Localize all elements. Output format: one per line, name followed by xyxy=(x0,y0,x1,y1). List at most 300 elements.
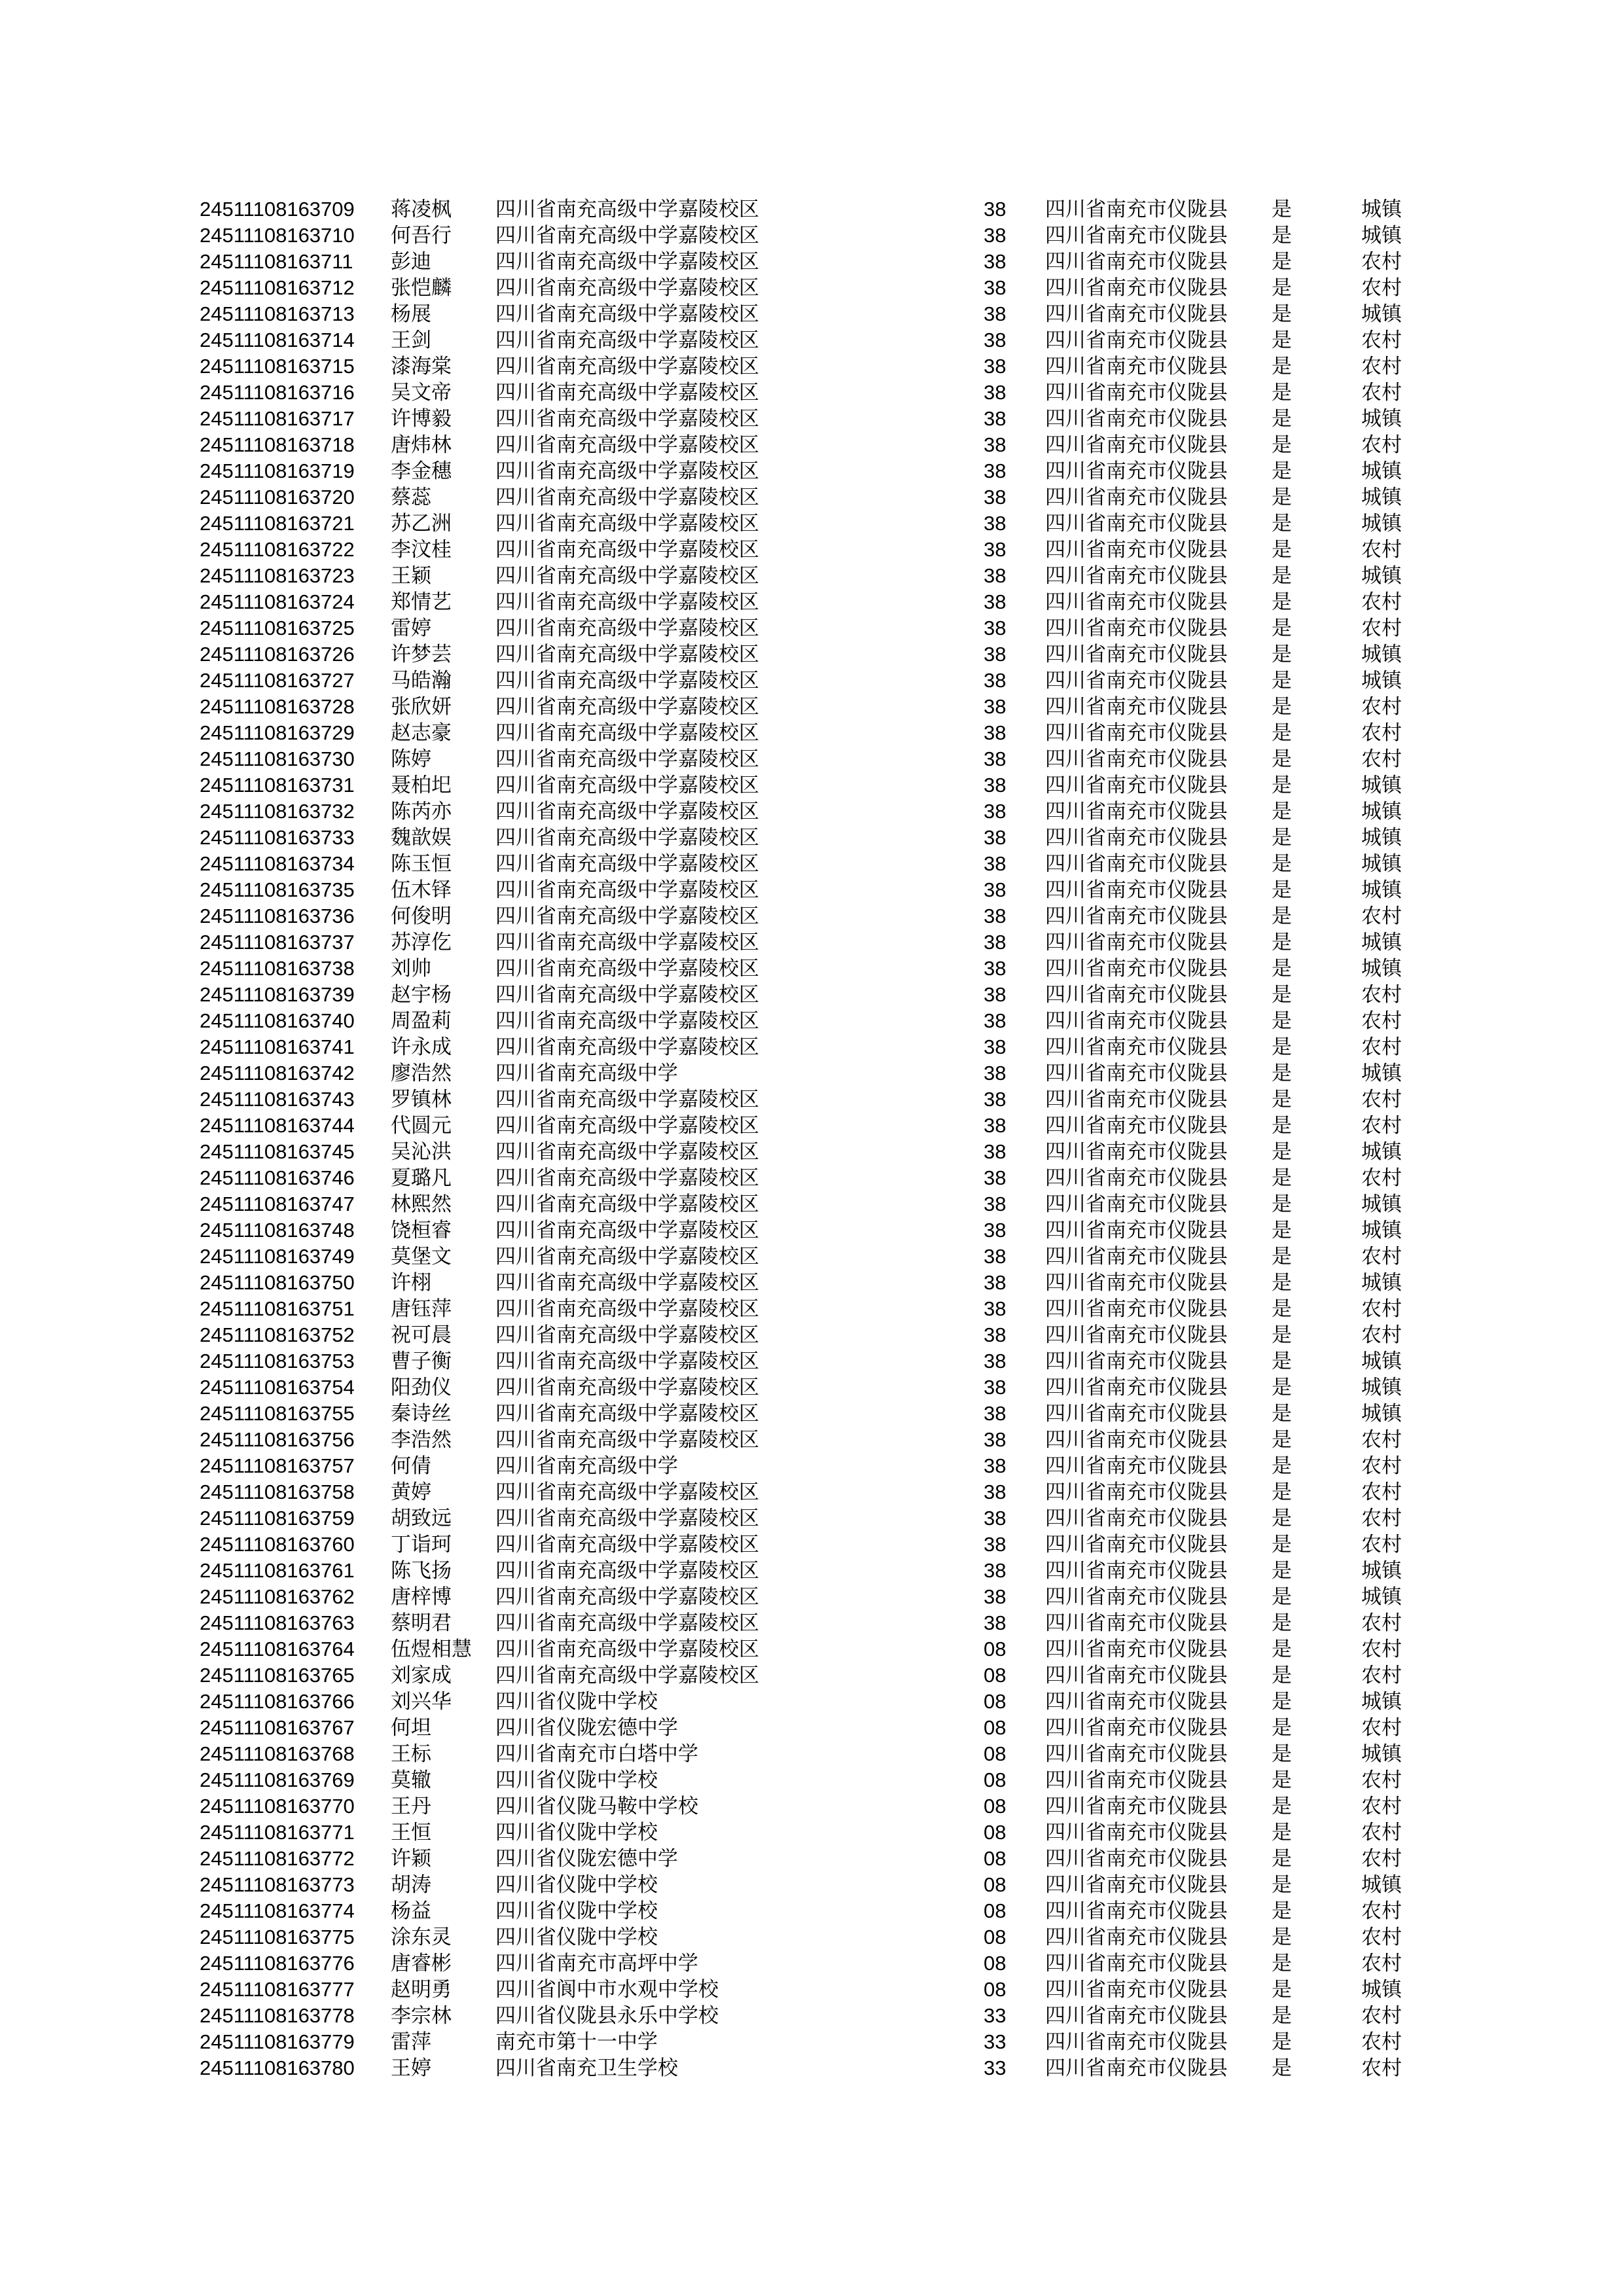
household-address: 四川省南充市仪陇县 xyxy=(1045,1559,1228,1583)
household-address: 四川省南充市仪陇县 xyxy=(1045,1062,1228,1085)
category-code: 38 xyxy=(984,1271,1007,1294)
eligibility-flag: 是 xyxy=(1272,695,1292,719)
table-row xyxy=(0,903,1623,929)
exam-number: 24511108163730 xyxy=(200,747,355,770)
student-name: 许博毅 xyxy=(391,407,452,431)
eligibility-flag: 是 xyxy=(1272,2056,1292,2080)
residence-type: 城镇 xyxy=(1361,1585,1402,1609)
residence-type: 农村 xyxy=(1361,590,1402,614)
household-address: 四川省南充市仪陇县 xyxy=(1045,1795,1228,1818)
table-row xyxy=(0,1767,1623,1793)
table-row xyxy=(0,589,1623,615)
exam-number: 24511108163756 xyxy=(200,1428,355,1451)
eligibility-flag: 是 xyxy=(1272,1507,1292,1530)
student-name: 莫堡文 xyxy=(391,1245,452,1268)
table-row xyxy=(0,511,1623,537)
household-address: 四川省南充市仪陇县 xyxy=(1045,931,1228,954)
category-code: 38 xyxy=(984,800,1007,823)
eligibility-flag: 是 xyxy=(1272,931,1292,954)
table-row xyxy=(0,1086,1623,1113)
household-address: 四川省南充市仪陇县 xyxy=(1045,1690,1228,1713)
table-row xyxy=(0,1060,1623,1086)
student-name: 王颖 xyxy=(391,564,431,588)
residence-type: 城镇 xyxy=(1361,1559,1402,1583)
student-name: 夏璐凡 xyxy=(391,1166,452,1190)
exam-number: 24511108163733 xyxy=(200,826,355,849)
household-address: 四川省南充市仪陇县 xyxy=(1045,538,1228,562)
eligibility-flag: 是 xyxy=(1272,1271,1292,1295)
household-address: 四川省南充市仪陇县 xyxy=(1045,905,1228,928)
exam-number: 24511108163767 xyxy=(200,1716,355,1739)
residence-type: 农村 xyxy=(1361,355,1402,378)
household-address: 四川省南充市仪陇县 xyxy=(1045,2004,1228,2028)
student-name: 陈玉恒 xyxy=(391,852,452,876)
table-row xyxy=(0,327,1623,353)
household-address: 四川省南充市仪陇县 xyxy=(1045,826,1228,850)
school-name: 四川省仪陇中学校 xyxy=(495,1926,658,1949)
household-address: 四川省南充市仪陇县 xyxy=(1045,983,1228,1007)
eligibility-flag: 是 xyxy=(1272,486,1292,509)
residence-type: 农村 xyxy=(1361,1035,1402,1059)
category-code: 38 xyxy=(984,957,1007,980)
student-name: 代圆元 xyxy=(391,1114,452,1138)
household-address: 四川省南充市仪陇县 xyxy=(1045,276,1228,300)
eligibility-flag: 是 xyxy=(1272,1533,1292,1556)
table-row xyxy=(0,275,1623,301)
table-row xyxy=(0,1270,1623,1296)
household-address: 四川省南充市仪陇县 xyxy=(1045,617,1228,640)
eligibility-flag: 是 xyxy=(1272,381,1292,404)
exam-number: 24511108163725 xyxy=(200,617,355,639)
table-row xyxy=(0,1374,1623,1401)
student-name: 廖浩然 xyxy=(391,1062,452,1085)
table-row xyxy=(0,353,1623,380)
household-address: 四川省南充市仪陇县 xyxy=(1045,355,1228,378)
exam-number: 24511108163711 xyxy=(200,250,353,273)
table-row xyxy=(0,615,1623,641)
eligibility-flag: 是 xyxy=(1272,538,1292,562)
category-code: 38 xyxy=(984,1402,1007,1425)
category-code: 38 xyxy=(984,721,1007,744)
residence-type: 农村 xyxy=(1361,1847,1402,1871)
table-row xyxy=(0,1034,1623,1060)
student-name: 雷萍 xyxy=(391,2030,431,2054)
school-name: 四川省南充高级中学嘉陵校区 xyxy=(495,1585,759,1609)
student-name: 王丹 xyxy=(391,1795,431,1818)
exam-number: 24511108163776 xyxy=(200,1952,355,1975)
residence-type: 农村 xyxy=(1361,747,1402,771)
student-name: 伍煜相慧 xyxy=(391,1638,472,1661)
residence-type: 农村 xyxy=(1361,381,1402,404)
exam-number: 24511108163729 xyxy=(200,721,355,744)
table-row xyxy=(0,825,1623,851)
table-row xyxy=(0,1139,1623,1165)
table-row xyxy=(0,1008,1623,1034)
household-address: 四川省南充市仪陇县 xyxy=(1045,1402,1228,1426)
student-name: 陈婷 xyxy=(391,747,431,771)
eligibility-flag: 是 xyxy=(1272,302,1292,326)
school-name: 四川省南充高级中学嘉陵校区 xyxy=(495,381,759,404)
table-row xyxy=(0,406,1623,432)
table-row xyxy=(0,1898,1623,1924)
eligibility-flag: 是 xyxy=(1272,878,1292,902)
school-name: 四川省南充高级中学嘉陵校区 xyxy=(495,1245,759,1268)
category-code: 38 xyxy=(984,486,1007,509)
residence-type: 农村 xyxy=(1361,1114,1402,1138)
category-code: 38 xyxy=(984,1507,1007,1530)
category-code: 08 xyxy=(984,1899,1007,1922)
category-code: 08 xyxy=(984,1638,1007,1660)
student-name: 罗镇林 xyxy=(391,1088,452,1111)
exam-number: 24511108163726 xyxy=(200,643,355,666)
school-name: 四川省南充高级中学嘉陵校区 xyxy=(495,1480,759,1504)
residence-type: 农村 xyxy=(1361,276,1402,300)
table-row xyxy=(0,2029,1623,2055)
residence-type: 城镇 xyxy=(1361,564,1402,588)
household-address: 四川省南充市仪陇县 xyxy=(1045,1219,1228,1242)
school-name: 四川省南充高级中学嘉陵校区 xyxy=(495,355,759,378)
residence-type: 农村 xyxy=(1361,1323,1402,1347)
residence-type: 城镇 xyxy=(1361,1271,1402,1295)
school-name: 四川省南充高级中学嘉陵校区 xyxy=(495,1507,759,1530)
residence-type: 城镇 xyxy=(1361,1978,1402,2001)
school-name: 四川省南充高级中学嘉陵校区 xyxy=(495,512,759,535)
school-name: 四川省南充高级中学嘉陵校区 xyxy=(495,800,759,823)
category-code: 38 xyxy=(984,1533,1007,1556)
household-address: 四川省南充市仪陇县 xyxy=(1045,1716,1228,1740)
household-address: 四川省南充市仪陇县 xyxy=(1045,1926,1228,1949)
residence-type: 城镇 xyxy=(1361,459,1402,483)
eligibility-flag: 是 xyxy=(1272,1350,1292,1373)
school-name: 四川省南充高级中学嘉陵校区 xyxy=(495,1428,759,1452)
student-name: 周盈莉 xyxy=(391,1009,452,1033)
student-name: 漆海棠 xyxy=(391,355,452,378)
residence-type: 农村 xyxy=(1361,617,1402,640)
table-row xyxy=(0,1427,1623,1453)
table-row xyxy=(0,432,1623,458)
category-code: 38 xyxy=(984,355,1007,378)
category-code: 38 xyxy=(984,1009,1007,1032)
exam-number: 24511108163759 xyxy=(200,1507,355,1530)
eligibility-flag: 是 xyxy=(1272,1768,1292,1792)
residence-type: 城镇 xyxy=(1361,1376,1402,1399)
household-address: 四川省南充市仪陇县 xyxy=(1045,1480,1228,1504)
residence-type: 城镇 xyxy=(1361,774,1402,797)
eligibility-flag: 是 xyxy=(1272,407,1292,431)
school-name: 四川省南充高级中学嘉陵校区 xyxy=(495,721,759,745)
student-name: 曹子衡 xyxy=(391,1350,452,1373)
household-address: 四川省南充市仪陇县 xyxy=(1045,1428,1228,1452)
school-name: 四川省仪陇宏德中学 xyxy=(495,1716,678,1740)
student-name: 饶桓睿 xyxy=(391,1219,452,1242)
table-row xyxy=(0,1846,1623,1872)
exam-number: 24511108163737 xyxy=(200,931,355,954)
table-row xyxy=(0,223,1623,249)
household-address: 四川省南充市仪陇县 xyxy=(1045,1114,1228,1138)
exam-number: 24511108163747 xyxy=(200,1193,355,1215)
household-address: 四川省南充市仪陇县 xyxy=(1045,224,1228,247)
school-name: 四川省仪陇中学校 xyxy=(495,1690,658,1713)
school-name: 四川省南充高级中学嘉陵校区 xyxy=(495,1533,759,1556)
school-name: 四川省南充高级中学嘉陵校区 xyxy=(495,1193,759,1216)
household-address: 四川省南充市仪陇县 xyxy=(1045,1978,1228,2001)
exam-number: 24511108163774 xyxy=(200,1899,355,1922)
student-name: 胡涛 xyxy=(391,1873,431,1897)
student-name: 莫辙 xyxy=(391,1768,431,1792)
eligibility-flag: 是 xyxy=(1272,905,1292,928)
eligibility-flag: 是 xyxy=(1272,1847,1292,1871)
table-row xyxy=(0,1453,1623,1479)
student-name: 许永成 xyxy=(391,1035,452,1059)
exam-number: 24511108163754 xyxy=(200,1376,355,1399)
eligibility-flag: 是 xyxy=(1272,2004,1292,2028)
residence-type: 城镇 xyxy=(1361,669,1402,692)
category-code: 38 xyxy=(984,512,1007,535)
eligibility-flag: 是 xyxy=(1272,1873,1292,1897)
table-row xyxy=(0,1217,1623,1244)
exam-number: 24511108163780 xyxy=(200,2056,355,2079)
table-row xyxy=(0,798,1623,825)
category-code: 38 xyxy=(984,1559,1007,1582)
exam-number: 24511108163757 xyxy=(200,1454,355,1477)
table-row xyxy=(0,1505,1623,1532)
eligibility-flag: 是 xyxy=(1272,852,1292,876)
category-code: 08 xyxy=(984,1742,1007,1765)
household-address: 四川省南充市仪陇县 xyxy=(1045,1821,1228,1844)
residence-type: 城镇 xyxy=(1361,800,1402,823)
exam-number: 24511108163713 xyxy=(200,302,355,325)
table-row xyxy=(0,1296,1623,1322)
student-name: 李金穗 xyxy=(391,459,452,483)
exam-number: 24511108163779 xyxy=(200,2030,355,2053)
school-name: 四川省南充高级中学嘉陵校区 xyxy=(495,1166,759,1190)
household-address: 四川省南充市仪陇县 xyxy=(1045,1847,1228,1871)
school-name: 四川省仪陇中学校 xyxy=(495,1899,658,1923)
household-address: 四川省南充市仪陇县 xyxy=(1045,302,1228,326)
category-code: 38 xyxy=(984,198,1007,221)
residence-type: 农村 xyxy=(1361,2056,1402,2080)
residence-type: 农村 xyxy=(1361,905,1402,928)
household-address: 四川省南充市仪陇县 xyxy=(1045,512,1228,535)
student-name: 魏歆娱 xyxy=(391,826,452,850)
student-name: 张恺麟 xyxy=(391,276,452,300)
residence-type: 农村 xyxy=(1361,1795,1402,1818)
student-name: 李汶桂 xyxy=(391,538,452,562)
household-address: 四川省南充市仪陇县 xyxy=(1045,774,1228,797)
exam-number: 24511108163758 xyxy=(200,1480,355,1503)
category-code: 08 xyxy=(984,1768,1007,1791)
household-address: 四川省南充市仪陇县 xyxy=(1045,747,1228,771)
school-name: 四川省南充高级中学 xyxy=(495,1454,678,1478)
residence-type: 农村 xyxy=(1361,1166,1402,1190)
student-name: 刘兴华 xyxy=(391,1690,452,1713)
student-name: 聂柏圯 xyxy=(391,774,452,797)
eligibility-flag: 是 xyxy=(1272,721,1292,745)
school-name: 四川省南充高级中学嘉陵校区 xyxy=(495,1323,759,1347)
school-name: 四川省南充高级中学嘉陵校区 xyxy=(495,250,759,274)
exam-number: 24511108163761 xyxy=(200,1559,355,1582)
school-name: 四川省南充高级中学嘉陵校区 xyxy=(495,224,759,247)
student-name: 何倩 xyxy=(391,1454,431,1478)
residence-type: 城镇 xyxy=(1361,512,1402,535)
exam-number: 24511108163745 xyxy=(200,1140,355,1163)
student-name: 彭迪 xyxy=(391,250,431,274)
exam-number: 24511108163752 xyxy=(200,1323,355,1346)
eligibility-flag: 是 xyxy=(1272,800,1292,823)
category-code: 38 xyxy=(984,1193,1007,1215)
table-row xyxy=(0,1636,1623,1662)
exam-number: 24511108163724 xyxy=(200,590,355,613)
exam-number: 24511108163760 xyxy=(200,1533,355,1556)
school-name: 四川省南充高级中学嘉陵校区 xyxy=(495,459,759,483)
school-name: 四川省南充高级中学嘉陵校区 xyxy=(495,1297,759,1321)
household-address: 四川省南充市仪陇县 xyxy=(1045,878,1228,902)
residence-type: 农村 xyxy=(1361,1428,1402,1452)
residence-type: 城镇 xyxy=(1361,302,1402,326)
school-name: 四川省南充高级中学嘉陵校区 xyxy=(495,931,759,954)
school-name: 四川省南充高级中学嘉陵校区 xyxy=(495,1009,759,1033)
eligibility-flag: 是 xyxy=(1272,1376,1292,1399)
student-name: 许栩 xyxy=(391,1271,431,1295)
category-code: 38 xyxy=(984,905,1007,927)
school-name: 四川省南充高级中学嘉陵校区 xyxy=(495,957,759,980)
table-row xyxy=(0,877,1623,903)
table-row xyxy=(0,380,1623,406)
residence-type: 农村 xyxy=(1361,1768,1402,1792)
school-name: 四川省南充高级中学嘉陵校区 xyxy=(495,276,759,300)
student-name: 阳劲仪 xyxy=(391,1376,452,1399)
student-name: 胡致远 xyxy=(391,1507,452,1530)
exam-number: 24511108163712 xyxy=(200,276,355,299)
eligibility-flag: 是 xyxy=(1272,1926,1292,1949)
household-address: 四川省南充市仪陇县 xyxy=(1045,381,1228,404)
household-address: 四川省南充市仪陇县 xyxy=(1045,250,1228,274)
household-address: 四川省南充市仪陇县 xyxy=(1045,1376,1228,1399)
eligibility-flag: 是 xyxy=(1272,1245,1292,1268)
student-name: 雷婷 xyxy=(391,617,431,640)
eligibility-flag: 是 xyxy=(1272,224,1292,247)
residence-type: 城镇 xyxy=(1361,224,1402,247)
table-row xyxy=(0,1322,1623,1348)
category-code: 38 xyxy=(984,1166,1007,1189)
category-code: 38 xyxy=(984,669,1007,692)
exam-number: 24511108163765 xyxy=(200,1664,355,1687)
school-name: 四川省南充高级中学嘉陵校区 xyxy=(495,1402,759,1426)
student-name: 唐梓博 xyxy=(391,1585,452,1609)
student-name: 何俊明 xyxy=(391,905,452,928)
household-address: 四川省南充市仪陇县 xyxy=(1045,1271,1228,1295)
eligibility-flag: 是 xyxy=(1272,1454,1292,1478)
eligibility-flag: 是 xyxy=(1272,512,1292,535)
residence-type: 城镇 xyxy=(1361,1140,1402,1164)
exam-number: 24511108163715 xyxy=(200,355,355,378)
eligibility-flag: 是 xyxy=(1272,1664,1292,1687)
school-name: 四川省南充高级中学嘉陵校区 xyxy=(495,1271,759,1295)
student-name: 许颖 xyxy=(391,1847,431,1871)
school-name: 四川省南充高级中学嘉陵校区 xyxy=(495,1219,759,1242)
school-name: 四川省仪陇中学校 xyxy=(495,1873,658,1897)
category-code: 38 xyxy=(984,1219,1007,1242)
category-code: 38 xyxy=(984,1454,1007,1477)
residence-type: 农村 xyxy=(1361,1480,1402,1504)
residence-type: 农村 xyxy=(1361,1611,1402,1635)
eligibility-flag: 是 xyxy=(1272,1638,1292,1661)
household-address: 四川省南充市仪陇县 xyxy=(1045,329,1228,352)
table-row xyxy=(0,746,1623,772)
exam-number: 24511108163762 xyxy=(200,1585,355,1608)
household-address: 四川省南充市仪陇县 xyxy=(1045,1350,1228,1373)
table-row xyxy=(0,851,1623,877)
residence-type: 城镇 xyxy=(1361,957,1402,980)
school-name: 四川省南充高级中学嘉陵校区 xyxy=(495,695,759,719)
category-code: 33 xyxy=(984,2030,1007,2053)
exam-number: 24511108163723 xyxy=(200,564,355,587)
eligibility-flag: 是 xyxy=(1272,1140,1292,1164)
student-name: 陈芮亦 xyxy=(391,800,452,823)
table-row xyxy=(0,982,1623,1008)
household-address: 四川省南充市仪陇县 xyxy=(1045,1245,1228,1268)
residence-type: 城镇 xyxy=(1361,407,1402,431)
residence-type: 城镇 xyxy=(1361,1219,1402,1242)
category-code: 38 xyxy=(984,538,1007,561)
residence-type: 农村 xyxy=(1361,1454,1402,1478)
table-row xyxy=(0,2055,1623,2081)
category-code: 38 xyxy=(984,617,1007,639)
residence-type: 农村 xyxy=(1361,433,1402,457)
exam-number: 24511108163710 xyxy=(200,224,355,247)
table-row xyxy=(0,1113,1623,1139)
eligibility-flag: 是 xyxy=(1272,1428,1292,1452)
category-code: 08 xyxy=(984,1795,1007,1818)
student-name: 涂东灵 xyxy=(391,1926,452,1949)
household-address: 四川省南充市仪陇县 xyxy=(1045,1454,1228,1478)
eligibility-flag: 是 xyxy=(1272,1480,1292,1504)
residence-type: 农村 xyxy=(1361,2030,1402,2054)
exam-number: 24511108163722 xyxy=(200,538,355,561)
category-code: 38 xyxy=(984,1480,1007,1503)
eligibility-flag: 是 xyxy=(1272,617,1292,640)
exam-number: 24511108163772 xyxy=(200,1847,355,1870)
table-row xyxy=(0,1191,1623,1217)
school-name: 四川省仪陇中学校 xyxy=(495,1821,658,1844)
exam-number: 24511108163742 xyxy=(200,1062,355,1085)
table-row xyxy=(0,1950,1623,1977)
category-code: 08 xyxy=(984,1873,1007,1896)
eligibility-flag: 是 xyxy=(1272,564,1292,588)
eligibility-flag: 是 xyxy=(1272,590,1292,614)
student-name: 苏乙洲 xyxy=(391,512,452,535)
eligibility-flag: 是 xyxy=(1272,1035,1292,1059)
student-name: 蔡蕊 xyxy=(391,486,431,509)
residence-type: 农村 xyxy=(1361,1926,1402,1949)
category-code: 38 xyxy=(984,878,1007,901)
residence-type: 农村 xyxy=(1361,983,1402,1007)
category-code: 38 xyxy=(984,590,1007,613)
household-address: 四川省南充市仪陇县 xyxy=(1045,1638,1228,1661)
school-name: 四川省南充高级中学嘉陵校区 xyxy=(495,302,759,326)
table-row xyxy=(0,1741,1623,1767)
eligibility-flag: 是 xyxy=(1272,1690,1292,1713)
school-name: 四川省南充高级中学嘉陵校区 xyxy=(495,198,759,221)
eligibility-flag: 是 xyxy=(1272,983,1292,1007)
table-row xyxy=(0,1348,1623,1374)
residence-type: 农村 xyxy=(1361,695,1402,719)
exam-number: 24511108163766 xyxy=(200,1690,355,1713)
residence-type: 城镇 xyxy=(1361,878,1402,902)
residence-type: 城镇 xyxy=(1361,931,1402,954)
table-row xyxy=(0,772,1623,798)
household-address: 四川省南充市仪陇县 xyxy=(1045,852,1228,876)
